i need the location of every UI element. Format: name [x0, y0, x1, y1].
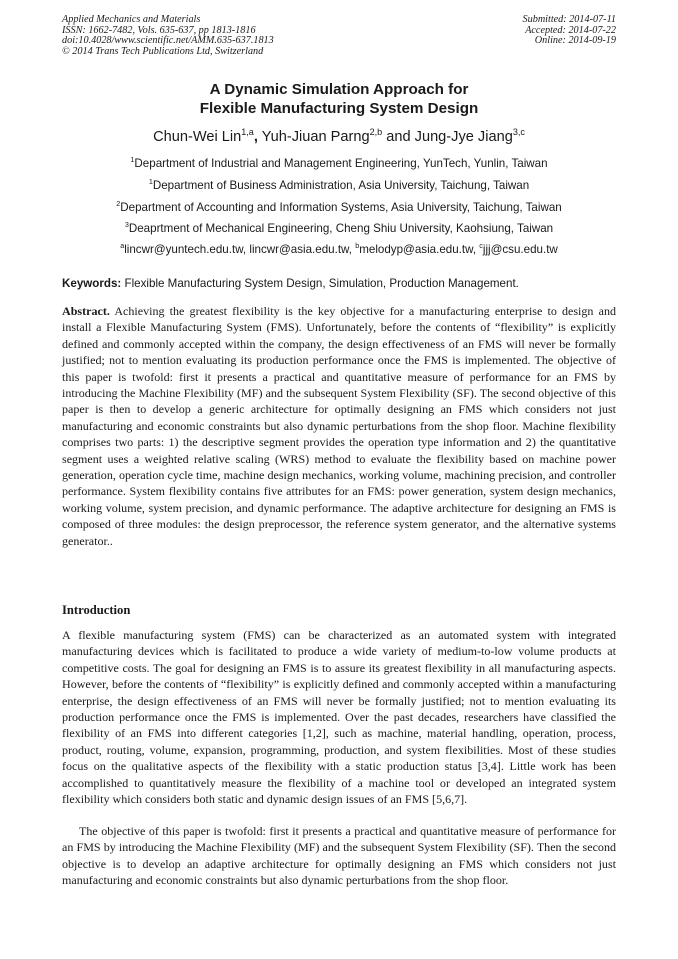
author-name: Jung-Jye Jiang	[414, 129, 513, 145]
author-name: Chun-Wei Lin	[153, 129, 242, 145]
affiliation-text: Department of Industrial and Management Engineering, YunTech, Yunlin, Taiwan	[134, 157, 548, 170]
online-date: Online: 2014-09-19	[534, 35, 616, 47]
author-list	[0, 129, 678, 145]
accepted-date: Accepted: 2014-07-22	[525, 24, 616, 36]
affiliation-sup: 1	[130, 155, 135, 165]
abstract	[62, 303, 616, 549]
author-separator: and	[382, 129, 415, 145]
author-emails	[0, 243, 678, 256]
paper-title	[0, 80, 678, 118]
journal-header-left	[62, 15, 274, 57]
intro-paragraph-1: A flexible manufacturing system (FMS) can be characterized as an automated system with integrated manufacturing devices which is facilitated to produce a wide variety of medium-to-low volume products at competitive costs. The goal for designing an FMS is to assure its greatest flexibility in all manufacturing aspects. However, before the contents of “flexibility” is explicitly defined and commonly accepted within a manufacturing enterprise, the design effectiveness of an FMS will never be formally justified; not to mention evaluating its production performance once the FMS is implemented. Over the past decades, researchers have classified the flexibility of an FMS into different categories [1,2], such as machine, material handling, operation, process, product, routing, volume, expansion, programming, production, and system flexibilities. Most of these studies focus on the qualitative aspects of the flexibility with a static production status [3,4]. Little work has been accomplished to quantitatively measure the flexibility of a machine tool or developed an integrated system flexibility which considers both static and dynamic design issues of an FMS [5,6,7].	[62, 628, 616, 807]
journal-copyright: © 2014 Trans Tech Publications Ltd, Switzerland	[62, 45, 264, 57]
affiliation	[0, 179, 678, 192]
email-sup: b	[355, 241, 360, 251]
title-line-2: Flexible Manufacturing System Design	[199, 100, 479, 117]
affiliation	[0, 222, 678, 235]
author-sup: 3,c	[512, 127, 525, 138]
email-text: melodyp@asia.edu.tw,	[359, 243, 480, 256]
author-sup: 2,b	[369, 127, 383, 138]
journal-issn: ISSN: 1662-7482, Vols. 635-637, pp 1813-1816	[62, 24, 256, 36]
submitted-date: Submitted: 2014-07-11	[522, 14, 616, 25]
keywords	[62, 277, 616, 290]
title-line-1: A Dynamic Simulation Approach for	[209, 81, 469, 98]
affiliation	[0, 201, 678, 214]
email-sup: a	[120, 241, 125, 251]
journal-name: Applied Mechanics and Materials	[62, 14, 201, 25]
abstract-label: Abstract.	[62, 304, 110, 318]
email-sup: c	[479, 241, 483, 251]
email-text: lincwr@yuntech.edu.tw, lincwr@asia.edu.tw,	[124, 243, 356, 256]
abstract-text: Achieving the greatest flexibility is the key objective for a manufacturing enterprise to design and install a Flexible Manufacturing System (FMS). Unfortunately, before the contents of “flexibility” is explicitly defined and commonly accepted within the company, the design effectiveness of an FMS will never be formally justified; not to mention evaluating its production performance once the FMS is implemented. The objective of this paper is twofold: first it presents a practical and quantitative measure of performance for an FMS by introducing the Machine Flexibility (MF) and the subsequent System Flexibility (SF). The second objective of this paper is then to develop a generic architecture for optimally designing an FMS which considers not just manufacturing and economic constraints but also dynamic perturbations from the shop floor. Machine flexibility comprises two parts: 1) the descriptive segment provides the operation type information and 2) the quantitative segment uses a weighted relative scaling (WRS) method to evaluate the flexibility based on machine power generation, operation cycle time, machine design mechanics, working volume, machining precision, and controller performance. System flexibility contains five attributes for an FMS: power generation, system design mechanics, working volume, system precision, and dynamic performance. The adaptive architecture for designing an FMS is composed of three modules: the design preprocessor, the reference system generator, and the alternative systems generator..	[62, 304, 616, 548]
author-name: Yuh-Jiuan Parng	[261, 129, 370, 145]
keywords-label: Keywords:	[62, 277, 122, 290]
affiliation-text: Department of Business Administration, Asia University, Taichung, Taiwan	[152, 179, 530, 192]
journal-doi: doi:10.4028/www.scientific.net/AMM.635-637.1813	[62, 35, 274, 47]
email-text: jjj@csu.edu.tw	[482, 243, 558, 256]
section-heading: Introduction	[62, 603, 131, 617]
affiliation	[0, 157, 678, 170]
journal-header-right	[523, 15, 616, 47]
keywords-text: Flexible Manufacturing System Design, Simulation, Production Management.	[124, 277, 519, 290]
affiliation-sup: 3	[124, 220, 129, 230]
author-sup: 1,a	[241, 127, 254, 138]
affiliation-sup: 2	[116, 199, 121, 209]
intro-paragraph-2: The objective of this paper is twofold: first it presents a practical and quantitative measure of performance for an FMS by introducing the Machine Flexibility (MF) and the subsequent System Flexibility (SF). Then the second objective is to develop an adaptive architecture for optimally designing an FMS which considers not just manufacturing and economic constraints but also dynamic perturbations from the shop floor.	[62, 824, 616, 888]
affiliation-sup: 1	[148, 177, 153, 187]
affiliation-text: Department of Accounting and Information Systems, Asia University, Taichung, Taiwan	[120, 201, 562, 214]
author-separator: ,	[253, 129, 258, 145]
affiliation-text: Deaprtment of Mechanical Engineering, Cheng Shiu University, Kaohsiung, Taiwan	[128, 222, 554, 235]
